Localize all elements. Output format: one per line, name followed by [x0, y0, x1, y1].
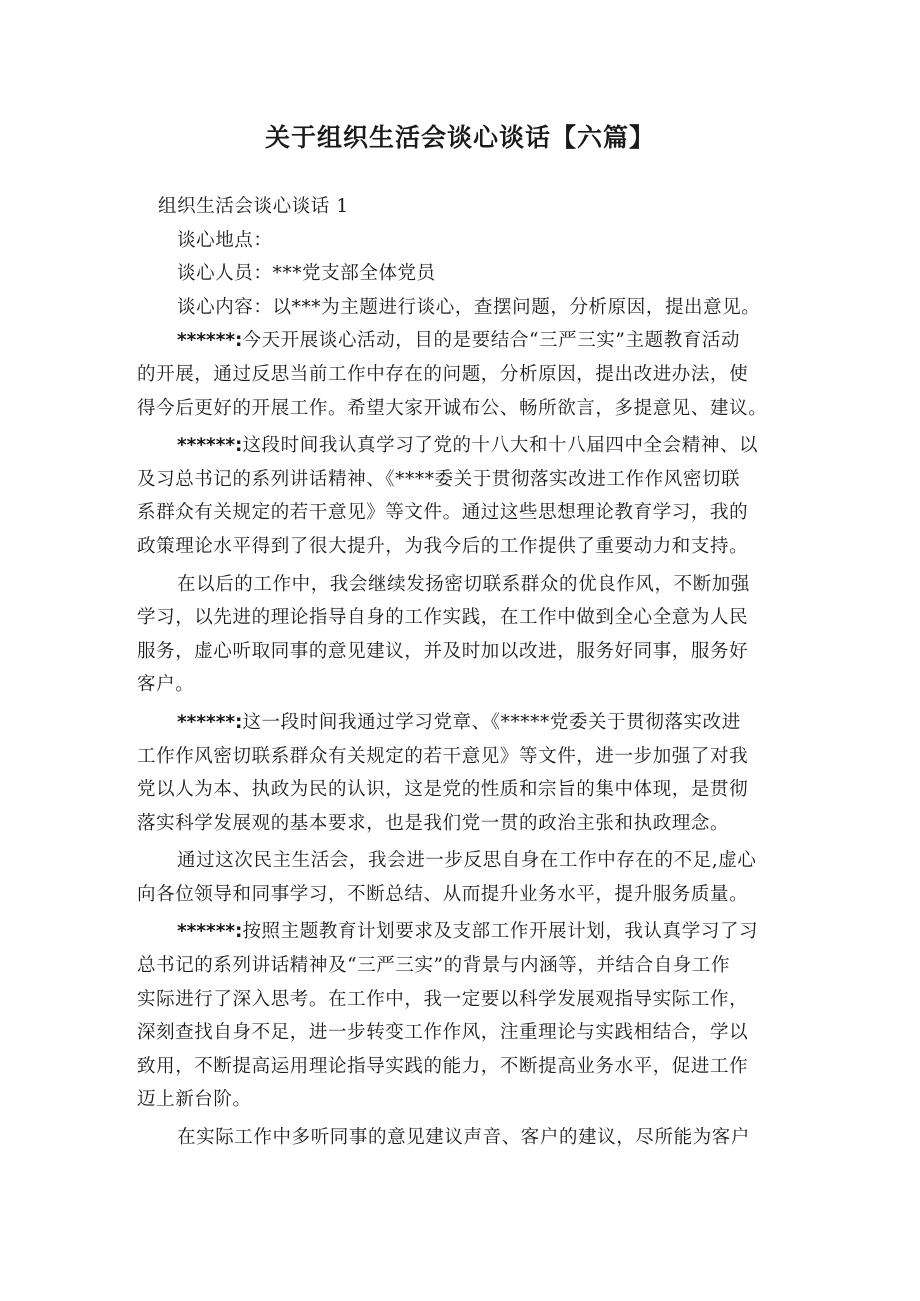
paragraph-line: 工作作风密切联系群众有关规定的若干意见》等文件，进一步加强了对我	[137, 745, 749, 767]
meta-location: 谈心地点：	[177, 229, 273, 251]
paragraph-line: ******:这一段时间我通过学习党章、《*****党委关于贯彻落实改进	[177, 711, 741, 733]
section-heading: 组织生活会谈心谈话 1	[158, 196, 349, 217]
paragraph-line: 系群众有关规定的若干意见》等文件。通过这些思想理论教育学习，我的	[137, 502, 749, 524]
paragraph-line: 政策理论水平得到了很大提升，为我今后的工作提供了重要动力和支持。	[137, 535, 749, 557]
paragraph-line: ******:今天开展谈心活动，目的是要结合“三严三实”主题教育活动	[177, 330, 741, 352]
paragraph-line: 的开展，通过反思当前工作中存在的问题，分析原因，提出改进办法，使	[137, 363, 749, 385]
paragraph-line: 总书记的系列讲话精神及“三严三实”的背景与内涵等，并结合自身工作	[137, 955, 731, 977]
meta-participants: 谈心人员：***党支部全体党员	[177, 263, 436, 285]
speaker-label: ******:	[177, 921, 243, 943]
meta-content: 谈心内容：以***为主题进行谈心，查摆问题，分析原因，提出意见。	[177, 296, 761, 318]
document-title: 关于组织生活会谈心谈话【六篇】	[264, 123, 655, 152]
paragraph-line: 在实际工作中多听同事的意见建议声音、客户的建议，尽所能为客户	[177, 1127, 751, 1149]
paragraph-line: 深刻查找自身不足，进一步转变工作作风，注重理论与实践相结合，学以	[137, 1022, 749, 1044]
paragraph-line: 及习总书记的系列讲话精神、《****委关于贯彻落实改进工作作风密切联	[137, 468, 741, 490]
paragraph-line: 致用，不断提高运用理论指导实践的能力，不断提高业务水平，促进工作	[137, 1055, 749, 1077]
paragraph-line: 通过这次民主生活会，我会进一步反思自身在工作中存在的不足,虚心	[177, 850, 757, 872]
speaker-label: ******:	[177, 711, 243, 733]
speaker-label: ******:	[177, 435, 243, 457]
paragraph-line: 向各位领导和同事学习，不断总结、从而提升业务水平，提升服务质量。	[137, 883, 749, 905]
document-body	[137, 190, 789, 1155]
paragraph-line: 党以人为本、执政为民的认识，这是党的性质和宗旨的集中体现，是贯彻	[137, 779, 749, 801]
paragraph-line: 落实科学发展观的基本要求，也是我们党一贯的政治主张和执政理念。	[137, 812, 730, 834]
paragraph-line: 得今后更好的开展工作。希望大家开诚布公、畅所欲言，多提意见、建议。	[137, 397, 768, 419]
paragraph-line: 服务，虚心听取同事的意见建议，并及时加以改进，服务好同事，服务好	[137, 640, 749, 662]
speaker-label: ******:	[177, 330, 243, 352]
paragraph-line: 客户。	[137, 674, 195, 696]
paragraph-line: 学习，以先进的理论指导自身的工作实践，在工作中做到全心全意为人民	[137, 607, 749, 629]
paragraph-line: 在以后的工作中，我会继续发扬密切联系群众的优良作风，不断加强	[177, 573, 751, 595]
paragraph-line: 实际进行了深入思考。在工作中，我一定要以科学发展观指导实际工作，	[137, 988, 749, 1010]
paragraph-line: ******:这段时间我认真学习了党的十八大和十八届四中全会精神、以	[177, 435, 759, 457]
paragraph-line: ******:按照主题教育计划要求及支部工作开展计划，我认真学习了习	[177, 921, 759, 943]
paragraph-line: 迈上新台阶。	[137, 1089, 252, 1111]
